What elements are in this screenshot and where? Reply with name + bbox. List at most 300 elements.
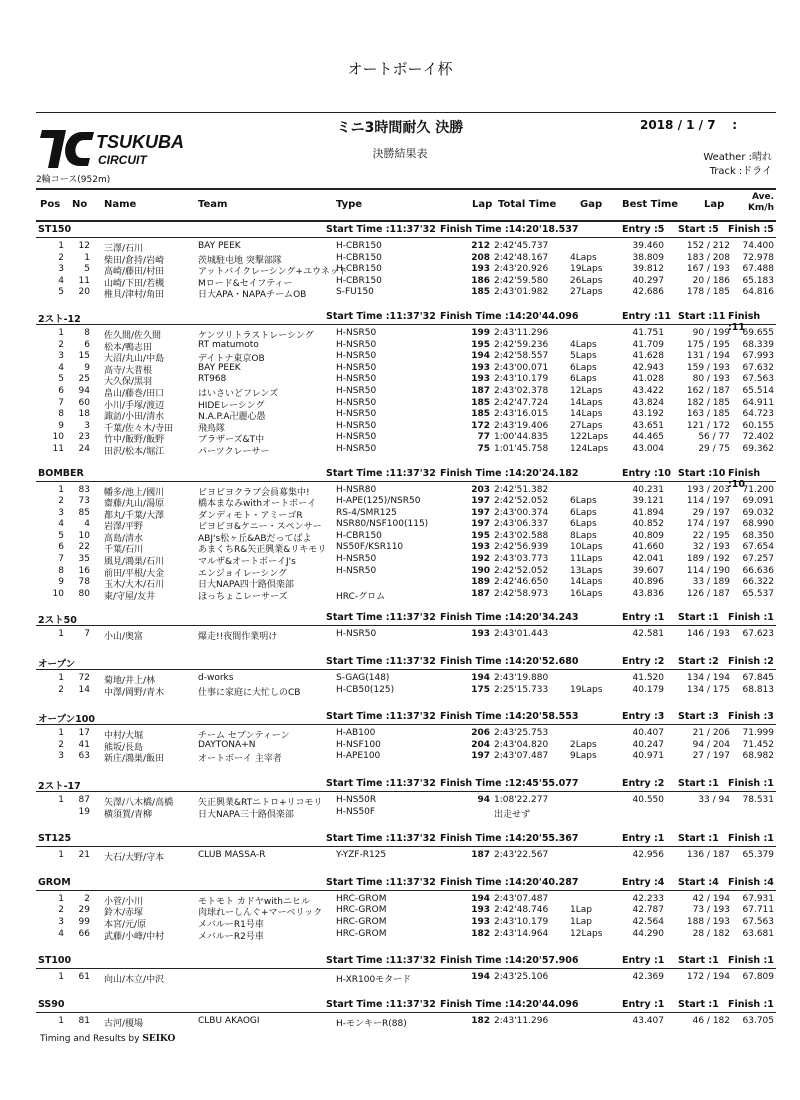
car-no: 19 [78,806,90,817]
finish-count: Finish :1 [728,778,774,789]
best-time: 40.809 [632,530,664,541]
result-section [36,656,776,696]
laps: 193 [471,629,490,640]
car-no: 2 [84,893,90,904]
riders: 大石/大野/守本 [104,853,165,864]
start-time: Start Time :11:37'32 [326,224,436,235]
car-no: 41 [78,739,90,750]
team: CLUB MASSA-R [198,850,266,861]
gap: 27Laps [570,287,603,298]
team: パーツクレーサー [198,446,270,457]
car-no: 10 [78,530,90,541]
machine-type: H-NSR50 [336,397,377,408]
pos: 2 [58,496,64,507]
result-row [36,673,776,685]
result-row [36,264,776,276]
best-time: 42.369 [632,972,664,983]
riders: 高寺/大普根 [104,365,153,376]
car-no: 21 [78,850,90,861]
result-section [36,833,776,862]
team: あまくちR&矢正興業&リキモリ [198,545,327,556]
machine-type: H-NS50R [336,795,377,805]
finish-time: Finish Time :14:20'44.096 [440,998,579,1010]
result-row [36,485,776,497]
best-lap: 175 / 195 [686,339,730,350]
car-no: 6 [84,339,90,350]
machine-type: H-CBR150 [336,275,382,286]
gap: 10Laps [570,542,603,553]
finish-time: Finish Time :14:20'40.287 [440,876,579,888]
team: デイトナ東京OB [198,354,265,365]
average-speed: 65.183 [742,275,774,286]
car-no: 9 [84,362,90,373]
pos: 4 [58,928,64,939]
result-row [36,508,776,520]
pos: 1 [58,629,64,640]
gap: 5Laps [570,351,597,362]
result-row [36,519,776,531]
total-time: 2:42'51.382 [494,484,549,495]
best-lap: 134 / 175 [686,684,730,695]
result-row [36,566,776,578]
result-row [36,685,776,697]
class-name: ST100 [38,955,72,967]
gap: 4Laps [570,252,597,263]
pos: 5 [58,374,64,385]
riders: 向山/木立/中沢 [104,975,165,986]
machine-type: H-NSR50 [336,409,377,420]
gap: 12Laps [570,928,603,939]
gap: 8Laps [570,530,597,541]
average-speed: 69.655 [742,327,774,338]
average-speed: 64.816 [742,287,774,298]
start-time: Start Time :11:37'32 [326,778,436,789]
riders: 幡多/池上/國川 [104,487,165,498]
riders: 前田/平根/大金 [104,568,165,579]
average-speed: 68.990 [742,519,774,530]
pos: 6 [58,542,64,553]
average-speed: 60.155 [742,420,774,431]
total-time: 出走せず [494,809,531,820]
car-no: 81 [78,1015,90,1026]
section-header [36,656,776,670]
col-pos: Pos [40,199,61,210]
team: BAY PEEK [198,241,241,251]
team: アットバイクレーシング+ユウネット [198,267,348,278]
laps: 195 [471,339,490,350]
entry-count: Entry :2 [622,778,665,789]
total-time: 2:43'19.880 [494,673,549,684]
result-row [36,795,776,807]
laps: 197 [471,751,490,762]
col-no: No [72,199,88,210]
laps: 194 [471,673,490,684]
laps: 197 [471,507,490,518]
pos: 1 [58,1015,64,1026]
section-header [36,612,776,626]
riders: 東/守屋/友井 [104,591,156,602]
best-time: 43.824 [632,397,664,408]
car-no: 11 [78,275,90,286]
laps: 193 [471,905,490,916]
riders: 竹中/飯野/飯野 [104,435,165,446]
machine-type: H-NSR50 [336,374,377,385]
results-subtitle: 決勝結果表 [372,147,428,160]
total-time: 2:42'58.973 [494,588,549,599]
team: 肉球れーしんぐ+マーベリック [198,908,323,919]
result-row [36,421,776,433]
riders: 岩澤/平野 [104,522,144,533]
best-time: 40.971 [632,751,664,762]
result-row [36,905,776,917]
best-time: 41.709 [632,339,664,350]
best-lap: 73 / 193 [692,905,730,916]
total-time: 2:43'16.015 [494,409,549,420]
section-header [36,778,776,792]
machine-type: H-NSR50 [336,385,377,396]
average-speed: 69.091 [742,496,774,507]
total-time: 2:42'48.746 [494,905,549,916]
average-speed: 67.931 [742,893,774,904]
start-time: Start Time :11:37'32 [326,998,436,1010]
best-time: 40.179 [632,684,664,695]
riders: 都丸/千葉/大澤 [104,510,165,521]
best-time: 41.894 [632,507,664,518]
best-lap: 131 / 194 [686,351,730,362]
laps: 187 [471,588,490,599]
result-row [36,751,776,763]
team: 矢正興業&RTニトロ+リコモリ [198,798,323,808]
average-speed: 67.711 [742,905,774,916]
average-speed: 67.632 [742,362,774,373]
car-no: 29 [78,905,90,916]
laps: 212 [471,241,490,251]
laps: 199 [471,327,490,338]
riders: 千葉/石川 [104,545,144,556]
best-lap: 33 / 189 [692,577,730,588]
laps: 203 [471,484,490,495]
entry-count: Entry :11 [622,310,671,322]
laps: 172 [471,420,490,431]
best-time: 39.121 [632,496,664,507]
team: エンジョイレーシング [198,568,288,579]
result-row [36,363,776,375]
laps: 185 [471,409,490,420]
best-time: 41.628 [632,351,664,362]
riders: 本宮/元/原 [104,919,147,930]
col-best-time: Best Time [622,199,679,210]
riders: 古河/榎場 [104,1018,144,1029]
finish-count: Finish :4 [728,876,774,888]
average-speed: 65.514 [742,385,774,396]
gap: 19Laps [570,684,603,695]
gap: 14Laps [570,397,603,408]
pos: 2 [58,252,64,263]
average-speed: 78.531 [742,795,774,805]
total-time: 2:43'20.926 [494,264,549,275]
riders: 中澤/岡野/青木 [104,687,165,698]
best-lap: 136 / 187 [686,850,730,861]
team: DAYTONA+N [198,739,256,750]
finish-time: Finish Time :14:20'34.243 [440,612,579,624]
car-no: 4 [84,519,90,530]
finish-time: Finish Time :14:20'24.182 [440,467,579,479]
team: 日大NAPA三十路倶楽部 [198,809,294,820]
average-speed: 72.402 [742,432,774,443]
result-row [36,287,776,299]
result-row [36,531,776,543]
machine-type: H-AB100 [336,728,376,739]
date-value: 2018 / 1 / 7 [640,118,716,132]
best-lap: 172 / 194 [686,972,730,983]
result-section [36,711,776,763]
gap: 1Lap [570,916,592,927]
best-lap: 167 / 193 [686,264,730,275]
pos: 1 [58,327,64,338]
total-time: 2:42'45.737 [494,241,549,251]
pos: 11 [52,443,64,454]
result-row [36,241,776,253]
pos: 3 [58,264,64,275]
total-time: 2:43'00.071 [494,362,549,373]
total-time: 1:08'22.277 [494,795,549,805]
laps: 193 [471,362,490,373]
best-lap: 182 / 185 [686,397,730,408]
team: 日大NAPA四十路倶楽部 [198,580,294,591]
entry-count: Entry :5 [622,224,665,235]
start-time: Start Time :11:37'32 [326,612,436,624]
start-count: Start :1 [678,833,719,845]
pos: 10 [52,588,64,599]
team: オートボーイ 主宰者 [198,754,282,765]
result-row [36,328,776,340]
machine-type: H-CBR150 [336,252,382,263]
machine-type: H-NSR50 [336,362,377,373]
total-time: 2:43'02.378 [494,385,549,396]
finish-time: Finish Time :14:20'58.553 [440,711,579,723]
best-lap: 29 / 75 [698,443,730,454]
car-no: 1 [84,252,90,263]
pos: 8 [58,409,64,420]
machine-type: H-NSR50 [336,629,377,640]
gap: 9Laps [570,751,597,762]
result-row [36,728,776,740]
total-time: 2:42'47.724 [494,397,549,408]
machine-type: H-NS50F [336,806,376,817]
car-no: 7 [84,629,90,640]
team: CLBU AKAOGI [198,1015,260,1026]
total-time: 2:43'11.296 [494,1015,549,1026]
machine-type: H-NSR50 [336,339,377,350]
riders: 畠山/藤巻/田口 [104,388,165,399]
laps: 175 [471,684,490,695]
machine-type: HRC-GROM [336,905,387,916]
total-time: 2:43'02.588 [494,530,549,541]
result-row [36,929,776,941]
class-name: GROM [38,876,71,888]
finish-time: Finish Time :14:20'44.096 [440,310,579,322]
average-speed: 71.200 [742,484,774,495]
team: 飛鳥隊 [198,423,226,434]
start-count: Start :3 [678,711,719,723]
result-section [36,468,776,601]
race-date [640,118,737,132]
result-row [36,917,776,929]
best-lap: 80 / 193 [692,374,730,385]
col-team: Team [198,199,228,210]
entry-count: Entry :2 [622,656,665,668]
machine-type: Y-YZF-R125 [336,850,387,861]
pos: 5 [58,287,64,298]
best-time: 42.787 [632,905,664,916]
result-section [36,311,776,456]
pos: 4 [58,275,64,286]
pos: 3 [58,507,64,518]
riders: 小菅/小川 [104,896,144,907]
total-time: 2:43'07.487 [494,751,549,762]
start-count: Start :1 [678,955,719,967]
average-speed: 68.339 [742,339,774,350]
gap: 27Laps [570,420,603,431]
team: ビヨビヨ&ケニー・スペンサー [198,522,322,533]
gap: 11Laps [570,554,603,565]
start-time: Start Time :11:37'32 [326,656,436,668]
best-time: 42.581 [632,629,664,640]
laps: 186 [471,275,490,286]
result-row [36,386,776,398]
machine-type: H-モンキーR(88) [336,1018,407,1029]
track-label: Track :ドライ [709,166,772,177]
finish-count: Finish :2 [728,656,774,668]
col-total-time: Total Time [498,199,557,210]
result-section [36,955,776,984]
section-header [36,224,776,238]
machine-type: H-NSR50 [336,554,377,565]
best-time: 43.192 [632,409,664,420]
results-sections [36,224,776,1039]
logo-text-bottom: CIRCUIT [98,153,147,167]
pos: 2 [58,739,64,750]
finish-count: Finish :1 [728,833,774,845]
best-lap: 163 / 185 [686,409,730,420]
total-time: 2:43'07.487 [494,893,549,904]
machine-type: H-APE100 [336,751,381,762]
laps: 204 [471,739,490,750]
car-no: 66 [78,928,90,939]
pos: 4 [58,362,64,373]
pos: 3 [58,751,64,762]
gap: 6Laps [570,374,597,385]
pos: 1 [58,241,64,251]
best-time: 44.290 [632,928,664,939]
car-no: 61 [78,972,90,983]
machine-type: H-CBR150 [336,530,382,541]
riders: 三澤/石川 [104,244,144,254]
best-time: 41.660 [632,542,664,553]
event-title: オートボーイ杯 [347,60,453,78]
car-no: 87 [78,795,90,805]
laps: 206 [471,728,490,739]
laps: 193 [471,916,490,927]
machine-type: HRC-GROM [336,893,387,904]
car-no: 8 [84,327,90,338]
finish-count: Finish :5 [728,224,774,235]
team: メバルーR2号車 [198,931,264,942]
riders: 武藤/小峰/中村 [104,931,165,942]
laps: 195 [471,530,490,541]
result-section [36,877,776,940]
laps: 75 [477,443,490,454]
best-lap: 178 / 185 [686,287,730,298]
best-time: 42.686 [632,287,664,298]
best-time: 42.041 [632,554,664,565]
best-lap: 162 / 187 [686,385,730,396]
gap: 6Laps [570,507,597,518]
team: ビヨビヨクラブ会員募集中! [198,487,310,498]
race-title: ミニ3時間耐久 決勝 [336,120,464,136]
car-no: 80 [78,588,90,599]
gap: 6Laps [570,362,597,373]
finish-time: Finish Time :14:20'52.680 [440,656,579,668]
best-lap: 22 / 195 [692,530,730,541]
car-no: 85 [78,507,90,518]
total-time: 2:42'46.650 [494,577,549,588]
best-time: 40.407 [632,728,664,739]
class-name: BOMBER [38,467,84,479]
machine-type: H-NSR50 [336,443,377,454]
entry-count: Entry :10 [622,467,671,479]
best-lap: 189 / 192 [686,554,730,565]
team: ほっちょこレーサーズ [198,591,288,602]
class-name: オープン [38,659,76,671]
car-no: 83 [78,484,90,495]
laps: 194 [471,351,490,362]
pos: 7 [58,397,64,408]
total-time: 2:43'10.179 [494,916,549,927]
header-rule [36,112,776,113]
pos: 9 [58,577,64,588]
car-no: 60 [78,397,90,408]
gap: 16Laps [570,588,603,599]
total-time: 1:00'44.835 [494,432,549,443]
best-time: 41.520 [632,673,664,684]
team: チーム セブンティーン [198,731,290,742]
finish-time: Finish Time :12:45'55.077 [440,778,579,789]
best-lap: 20 / 186 [692,275,730,286]
average-speed: 68.982 [742,751,774,762]
finish-time: Finish Time :14:20'57.906 [440,955,579,967]
riders: 齋藤/丸山/湯原 [104,499,165,510]
result-row [36,276,776,288]
average-speed: 67.563 [742,374,774,385]
pos: 8 [58,565,64,576]
average-speed: 71.452 [742,739,774,750]
best-time: 43.004 [632,443,664,454]
pos: 4 [58,519,64,530]
start-count: Start :1 [678,998,719,1010]
machine-type: H-CBR150 [336,241,382,251]
machine-type: H-NSF100 [336,739,381,750]
best-time: 40.896 [632,577,664,588]
best-time: 42.233 [632,893,664,904]
average-speed: 67.993 [742,351,774,362]
laps: 190 [471,565,490,576]
car-no: 23 [78,432,90,443]
start-count: Start :10 [678,467,726,479]
team: d-works [198,673,234,684]
class-name: 2スト50 [38,615,77,627]
start-count: Start :11 [678,310,726,322]
